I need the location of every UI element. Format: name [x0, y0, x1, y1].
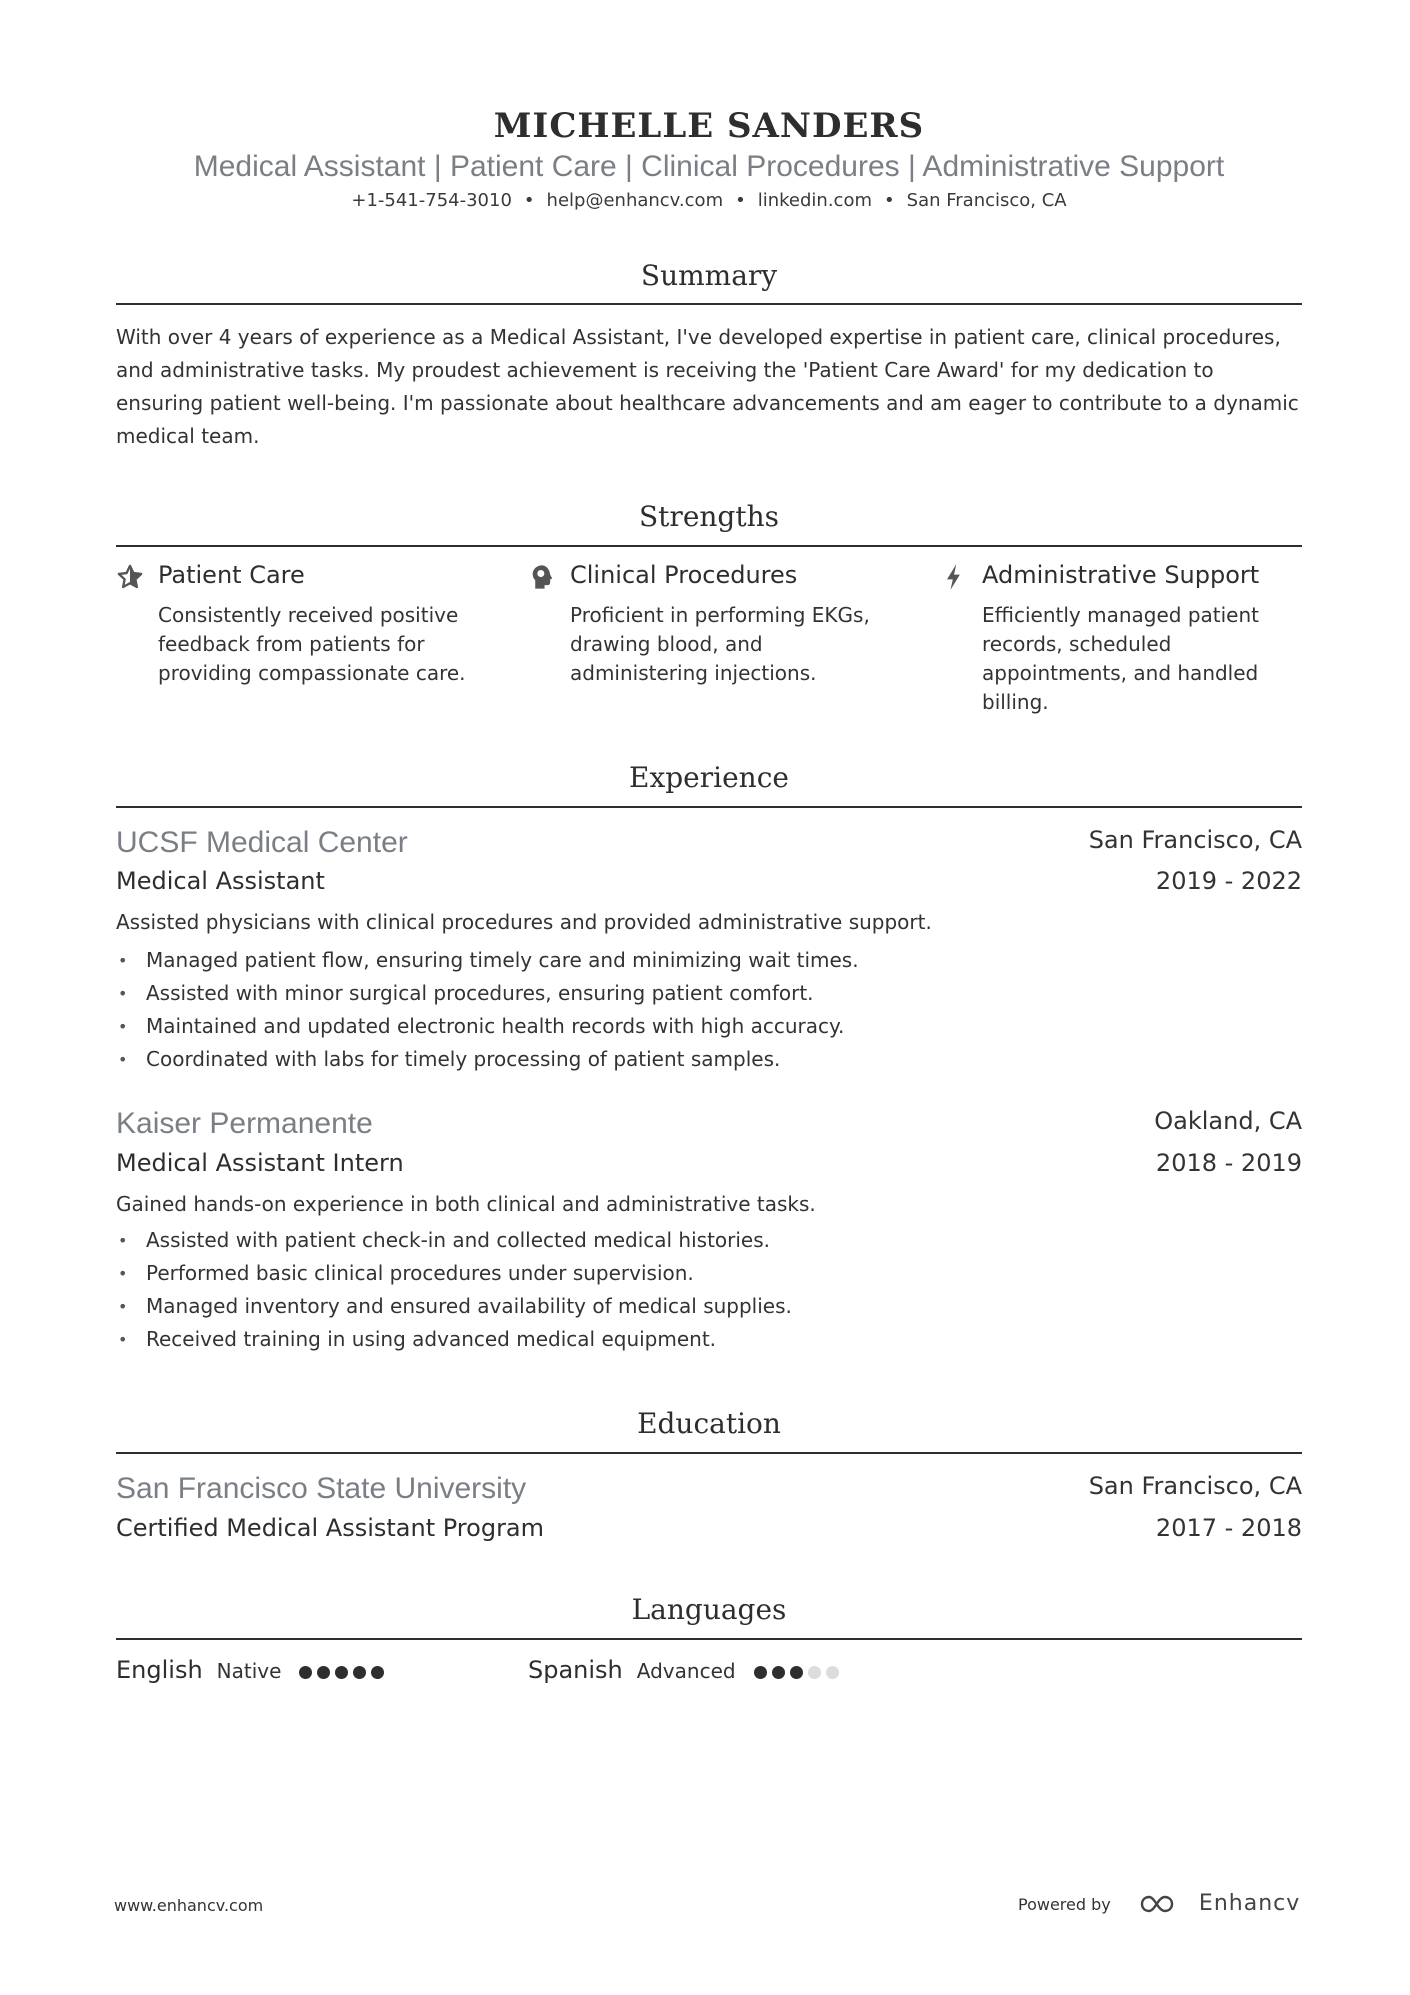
- rating-dot-filled: [317, 1666, 330, 1679]
- education-heading: Education: [637, 1407, 781, 1440]
- language-level: Advanced: [636, 1659, 736, 1683]
- language-rating: [299, 1664, 389, 1683]
- job-description: Assisted physicians with clinical procedures and provided administrative support.: [116, 910, 932, 934]
- language-item: [528, 1656, 844, 1690]
- language-item: [116, 1656, 389, 1690]
- enhancv-logo-icon: [1138, 1893, 1184, 1919]
- rating-dot-filled: [353, 1666, 366, 1679]
- job-dates: 2019 - 2022: [1155, 867, 1302, 895]
- divider: [116, 303, 1302, 305]
- rating-dot-filled: [790, 1666, 803, 1679]
- job-bullets: [116, 944, 859, 1076]
- experience-heading: Experience: [629, 761, 789, 794]
- divider: [116, 806, 1302, 808]
- divider: [116, 545, 1302, 547]
- resume-page: [116, 0, 1302, 1995]
- star-icon: [116, 563, 146, 593]
- separator-dot: •: [523, 190, 535, 211]
- brain-head-icon: [528, 563, 558, 593]
- list-item: • Managed patient flow, ensuring timely care and minimizing wait times.: [116, 944, 859, 977]
- job-bullets: [116, 1224, 792, 1356]
- rating-dot-filled: [754, 1666, 767, 1679]
- rating-dot-filled: [335, 1666, 348, 1679]
- contact-line: [116, 190, 1302, 211]
- list-item: • Maintained and updated electronic health records with high accuracy.: [116, 1010, 859, 1043]
- strength-name: Clinical Procedures: [570, 561, 798, 589]
- list-item: • Performed basic clinical procedures under supervision.: [116, 1257, 792, 1290]
- job-dates: 2018 - 2019: [1155, 1149, 1302, 1177]
- rating-dot-empty: [826, 1666, 839, 1679]
- footer-branding: [1018, 1891, 1300, 1919]
- separator-dot: •: [884, 190, 895, 211]
- footer-site-link[interactable]: www.enhancv.com: [114, 1896, 264, 1915]
- job-location: Oakland, CA: [1154, 1107, 1302, 1135]
- summary-text: With over 4 years of experience as a Medical Assistant, I've developed expertise in patient care, clinical procedures, and administrative tasks. My proudest achievement is receiving the 'Patient Care Award' for my dedication to ensuring patient well-being. I'm passionate about healthcare advancements and am eager to contribute to a dynamic medical team.: [116, 325, 1299, 448]
- program-name: Certified Medical Assistant Program: [116, 1514, 545, 1542]
- list-item: • Received training in using advanced medical equipment.: [116, 1323, 792, 1356]
- job-role: Medical Assistant Intern: [116, 1149, 404, 1177]
- strength-description: Proficient in performing EKGs, drawing blood, and administering injections.: [570, 603, 870, 685]
- powered-by-text: Powered by: [1018, 1895, 1111, 1914]
- list-item: • Managed inventory and ensured availability of medical supplies.: [116, 1290, 792, 1323]
- job-role: Medical Assistant: [116, 867, 325, 895]
- divider: [116, 1452, 1302, 1454]
- separator-dot: •: [735, 190, 746, 211]
- location: San Francisco, CA: [906, 190, 1067, 211]
- rating-dot-filled: [299, 1666, 312, 1679]
- strengths-heading: Strengths: [639, 500, 779, 533]
- school-location: San Francisco, CA: [1088, 1472, 1302, 1500]
- list-item: • Assisted with patient check-in and collected medical histories.: [116, 1224, 792, 1257]
- strength-description: Consistently received positive feedback from patients for providing compassionate care.: [158, 603, 466, 685]
- lightning-icon: [940, 563, 970, 593]
- phone[interactable]: +1-541-754-3010: [351, 190, 512, 211]
- rating-dot-filled: [371, 1666, 384, 1679]
- strength-name: Patient Care: [158, 561, 305, 589]
- list-item: • Coordinated with labs for timely processing of patient samples.: [116, 1043, 859, 1076]
- summary-heading: Summary: [640, 259, 778, 292]
- school-name: San Francisco State University: [116, 1472, 527, 1505]
- brand-name: Enhancv: [1198, 1891, 1301, 1916]
- divider: [116, 1638, 1302, 1640]
- rating-dot-filled: [772, 1666, 785, 1679]
- job-description: Gained hands-on experience in both clinical and administrative tasks.: [116, 1192, 816, 1216]
- language-name: English: [116, 1656, 203, 1684]
- candidate-name: MICHELLE SANDERS: [493, 106, 925, 146]
- languages-heading: Languages: [631, 1593, 787, 1626]
- linkedin-link[interactable]: linkedin.com: [757, 190, 873, 211]
- job-location: San Francisco, CA: [1088, 826, 1302, 854]
- strength-name: Administrative Support: [982, 561, 1260, 589]
- language-name: Spanish: [528, 1656, 623, 1684]
- rating-dot-empty: [808, 1666, 821, 1679]
- company-name: UCSF Medical Center: [116, 826, 408, 859]
- language-level: Native: [216, 1659, 282, 1683]
- education-dates: 2017 - 2018: [1155, 1514, 1302, 1542]
- language-rating: [754, 1664, 844, 1683]
- candidate-title: Medical Assistant | Patient Care | Clinical Procedures | Administrative Support: [193, 150, 1225, 183]
- email-link[interactable]: help@enhancv.com: [546, 190, 724, 211]
- company-name: Kaiser Permanente: [116, 1107, 373, 1140]
- list-item: • Assisted with minor surgical procedures, ensuring patient comfort.: [116, 977, 859, 1010]
- strength-description: Efficiently managed patient records, scheduled appointments, and handled billing.: [982, 603, 1259, 714]
